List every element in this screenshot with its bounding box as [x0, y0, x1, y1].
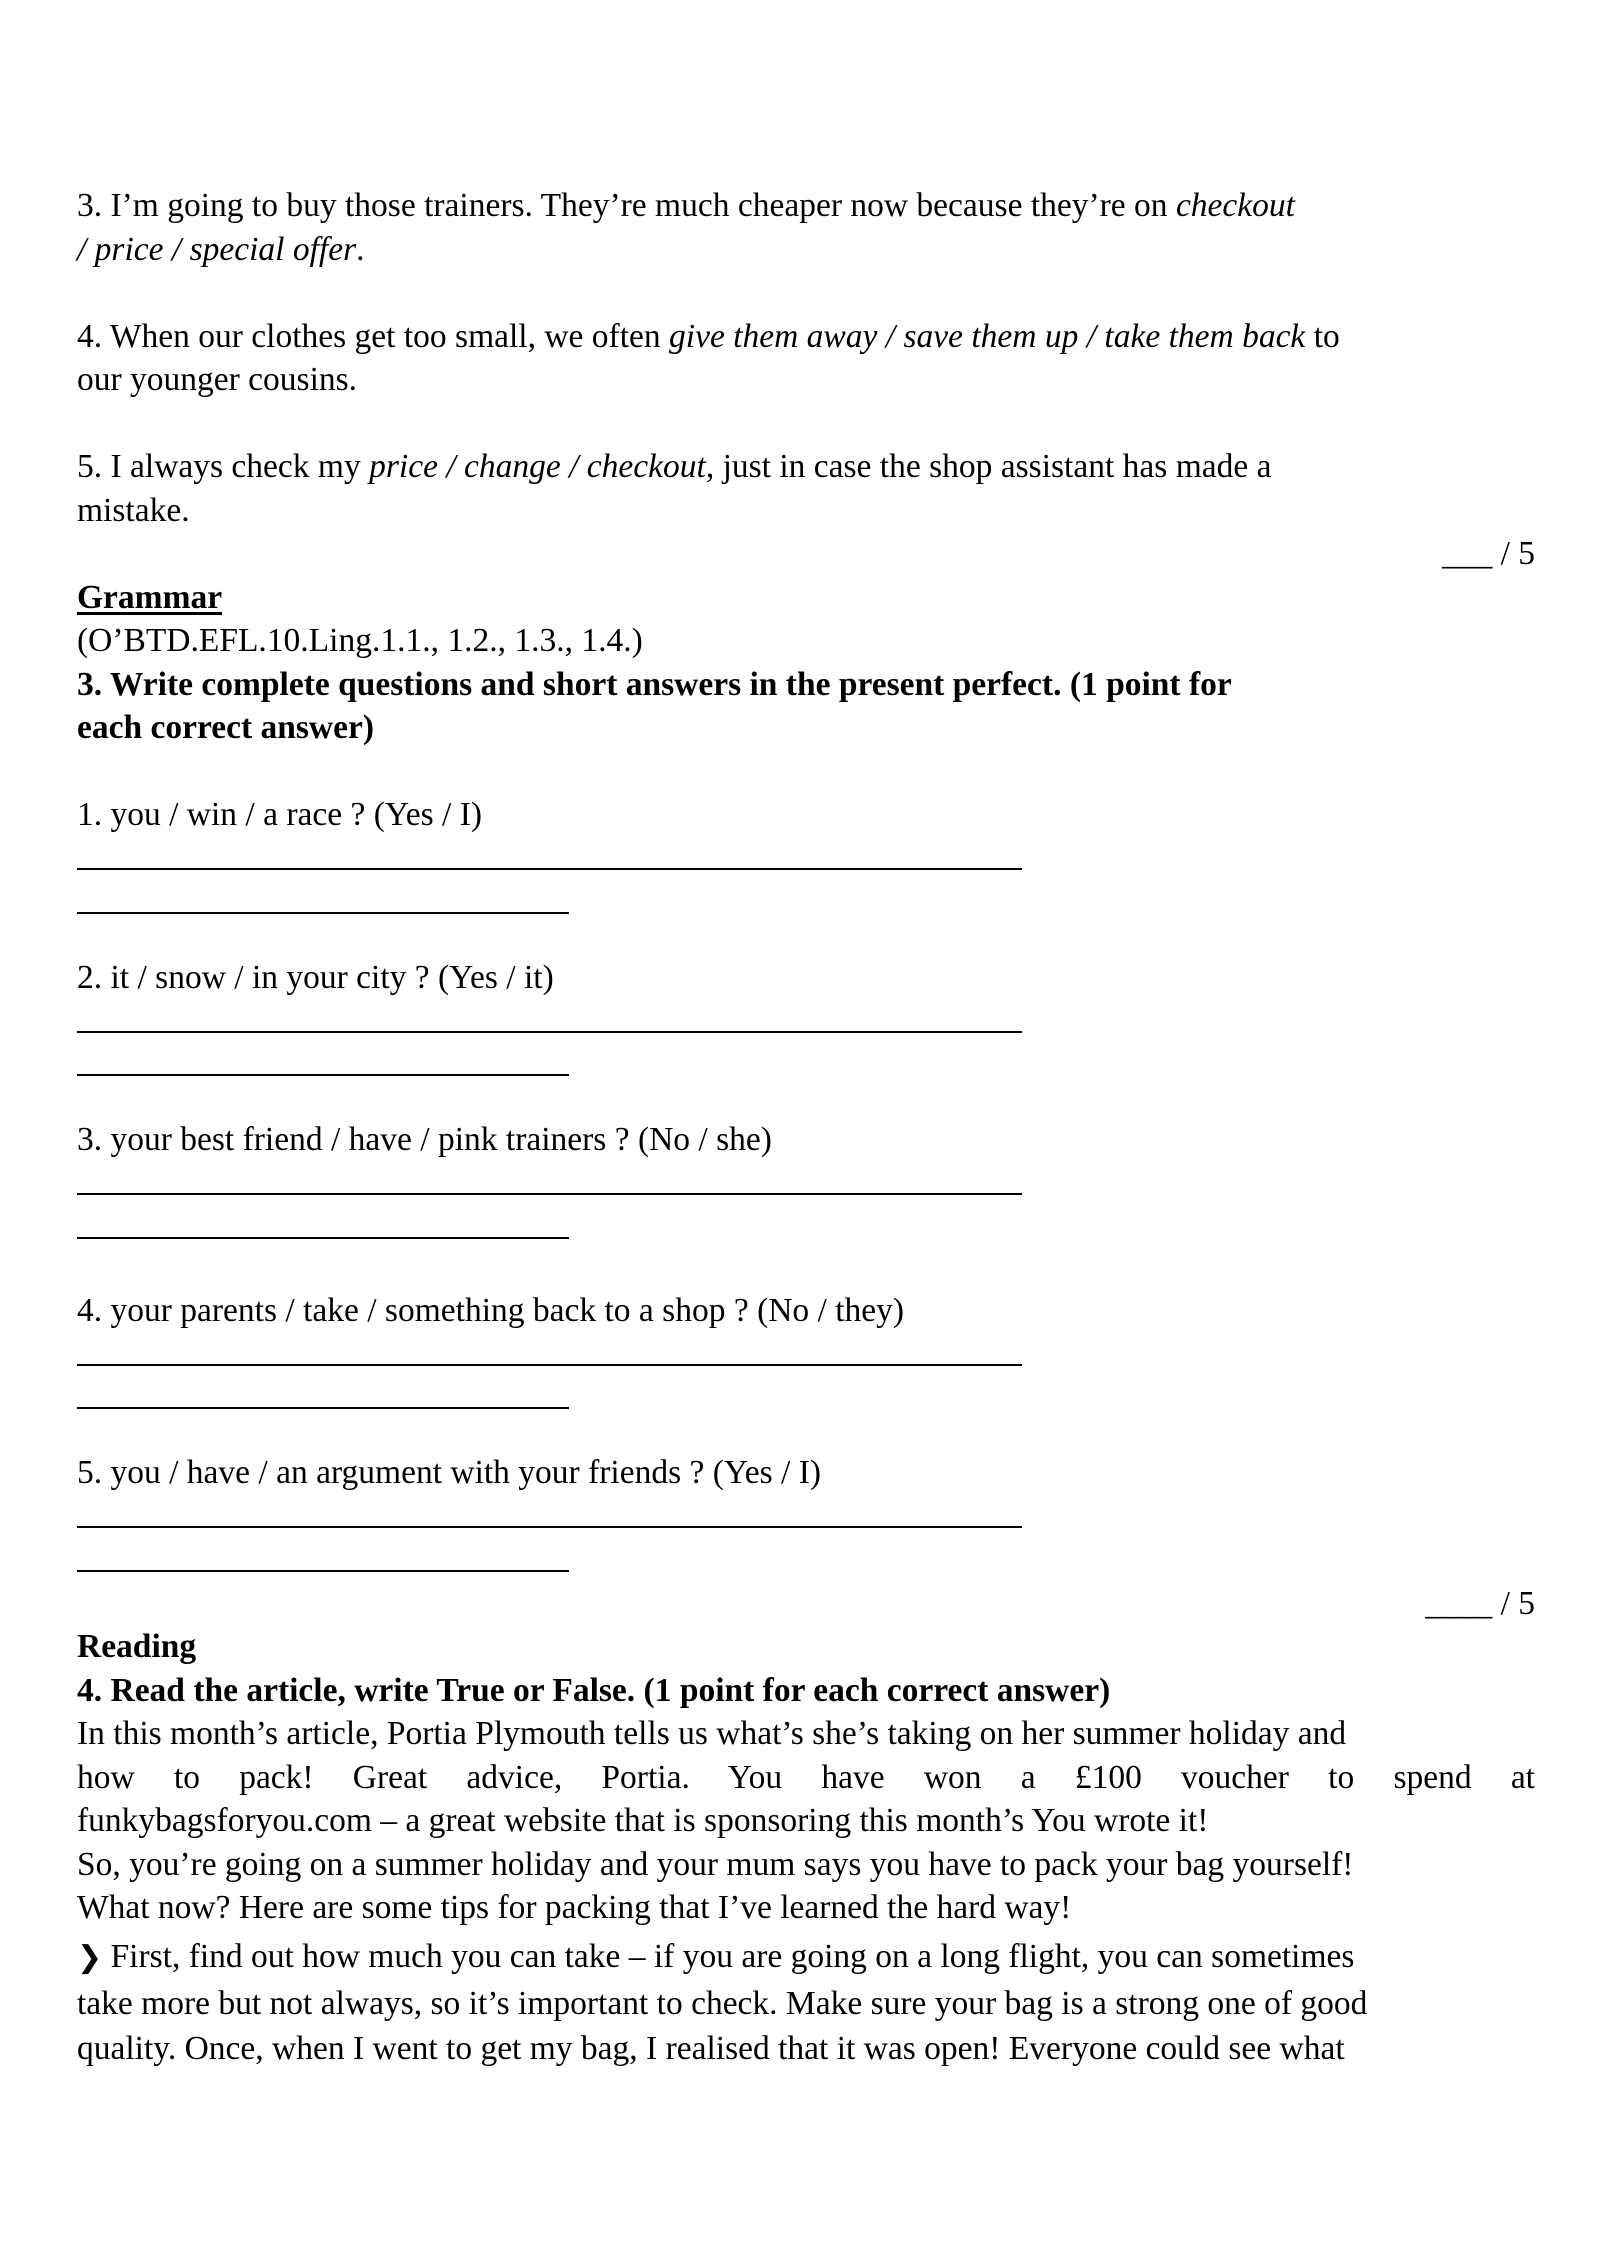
grammar-question-4: 4. your parents / take / something back to a shop ? (No / they): [77, 1291, 905, 1329]
article-line: quality. Once, when I went to get my bag, I realised that it was open! Everyone could see what: [77, 2029, 1345, 2067]
item-text: our younger cousins.: [77, 361, 358, 398]
item-text: mistake.: [77, 491, 190, 529]
article-line: So, you’re going on a summer holiday and your mum says you have to pack your bag yourself!: [77, 1845, 1354, 1883]
answer-line-short-answer[interactable]: [77, 1538, 1535, 1582]
curriculum-code: (O’BTD.EFL.10.Ling.1.1., 1.2., 1.3., 1.4.): [77, 622, 643, 659]
grammar-heading: Grammar: [77, 578, 223, 616]
item-text: 3. I’m going to buy those trainers. They’re much cheaper now because they’re on: [77, 187, 1176, 224]
grammar-question-1: 1. you / win / a race ? (Yes / I): [77, 796, 483, 833]
reading-instruction: 4. Read the article, write True or False. (1 point for each correct answer): [77, 1671, 1111, 1709]
item-text: , just in case the shop assistant has made a: [705, 448, 1272, 485]
answer-line-question[interactable]: [77, 1495, 1535, 1539]
article-line: First, find out how much you can take – if you are going on a long flight, you can sometimes: [102, 1937, 1355, 1975]
grammar-instruction: [77, 663, 1535, 750]
article-line: In this month’s article, Portia Plymouth tells us what’s she’s taking on her summer holiday and: [77, 1715, 1347, 1752]
vocab-item-4: [77, 315, 1535, 402]
article-line: how to pack! Great advice, Portia. You have won a £100 voucher to spend at: [77, 1758, 1535, 1796]
reading-bullet-1: [77, 1934, 1535, 2071]
answer-line-short-answer[interactable]: [77, 1376, 1535, 1420]
item-options: give them away / save them up / take them back: [669, 317, 1306, 355]
answer-line-short-answer[interactable]: [77, 880, 1535, 924]
item-text: .: [356, 230, 365, 268]
item-text: 5. I always check my: [77, 448, 370, 485]
grammar-question-5: 5. you / have / an argument with your friends ? (Yes / I): [77, 1454, 822, 1491]
answer-line-question[interactable]: [77, 999, 1535, 1043]
vocab-score: ___ / 5: [1441, 535, 1535, 572]
reading-heading: Reading: [77, 1628, 197, 1665]
worksheet-page: [77, 184, 1535, 2070]
item-text: to: [1305, 317, 1340, 355]
instruction-line: each correct answer): [77, 709, 375, 746]
article-line: What now? Here are some tips for packing that I’ve learned the hard way!: [77, 1889, 1072, 1926]
chevron-right-icon: ❯: [77, 1939, 103, 1975]
grammar-score: ____ / 5: [1425, 1584, 1535, 1622]
answer-line-short-answer[interactable]: [77, 1043, 1535, 1087]
answer-line-question[interactable]: [77, 837, 1535, 881]
instruction-line: 3. Write complete questions and short answers in the present perfect. (1 point for: [77, 665, 1232, 703]
article-line: funkybagsforyou.com – a great website that is sponsoring this month’s You wrote it!: [77, 1802, 1209, 1839]
article-line: take more but not always, so it’s important to check. Make sure your bag is a strong one of good: [77, 1984, 1368, 2022]
item-options: / price / special offer: [77, 230, 357, 268]
vocab-item-3: [77, 184, 1535, 271]
grammar-question-2: 2. it / snow / in your city ? (Yes / it): [77, 958, 554, 996]
reading-intro: [77, 1712, 1535, 1843]
answer-line-question[interactable]: [77, 1332, 1535, 1376]
answer-line-question[interactable]: [77, 1162, 1535, 1206]
grammar-question-3: 3. your best friend / have / pink trainers ? (No / she): [77, 1121, 772, 1158]
item-text: 4. When our clothes get too small, we often: [77, 317, 670, 355]
item-options: checkout: [1175, 187, 1295, 224]
answer-line-short-answer[interactable]: [77, 1205, 1535, 1249]
reading-paragraph-2: [77, 1843, 1535, 1930]
vocab-item-5: [77, 445, 1535, 532]
item-options: price / change / checkout: [369, 448, 706, 485]
